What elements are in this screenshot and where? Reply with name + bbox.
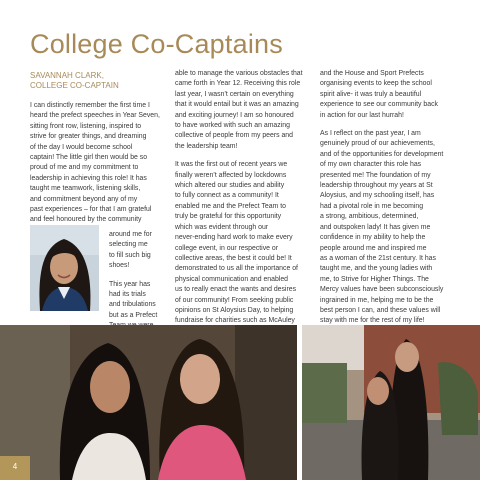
text-line: that it would entail but it was an amazing xyxy=(175,101,299,109)
text-line: Aloysius, and my schooling itself, has xyxy=(320,192,435,200)
text-line: shoes! xyxy=(109,262,130,270)
text-line: people around me and inspired me xyxy=(320,244,427,252)
text-line: as a woman of the 21st century. It has xyxy=(320,254,436,262)
text-line: had a pivotal role in me becoming xyxy=(320,202,424,210)
text-line: strive for greater things, and dreaming xyxy=(30,133,147,141)
text-line: best person I can, and these values will xyxy=(320,306,441,314)
text-line: and the House and Sport Prefects xyxy=(320,70,424,77)
text-line: college event, in our respective or xyxy=(175,244,279,252)
text-line: confidence in my ability to help the xyxy=(320,234,426,242)
text-line: demonstrated to us all the importance of xyxy=(175,265,298,273)
column-1 xyxy=(30,101,160,234)
text-line: able to manage the various obstacles that xyxy=(175,70,303,77)
text-line: enabled me and the Prefect Team to xyxy=(175,202,286,210)
portrait-image xyxy=(30,225,99,311)
text-line: collective areas, the best it could be! It xyxy=(175,254,292,262)
text-line: and outspoken lady! It has given me xyxy=(320,223,431,231)
text-line: which altered our studies and ability xyxy=(175,182,285,190)
text-line: taught me teamwork, listening skills, xyxy=(30,185,141,193)
text-line: It was the first out of recent years we xyxy=(175,161,288,169)
page-number: 4 xyxy=(12,462,18,471)
page-title: College Co-Captains xyxy=(30,29,283,59)
text-line: and of the opportunities for development xyxy=(320,150,444,158)
text-line: me, to Strive for Higher Things. The xyxy=(320,275,429,283)
text-line: truly be grateful for this opportunity xyxy=(175,213,282,221)
text-line: had its trials xyxy=(109,291,146,299)
author-byline xyxy=(30,71,119,91)
text-line: past experiences – for that I am grateful xyxy=(30,206,152,214)
text-line: I can distinctly remember the first time I xyxy=(30,102,150,109)
text-line: This year has xyxy=(109,280,151,288)
text-line: around me for xyxy=(109,231,152,238)
friends-photo xyxy=(302,325,480,480)
text-line: presented me! The foundation of my xyxy=(320,171,431,179)
text-line: captain! The little girl then would be so xyxy=(30,154,148,162)
text-line: genuinely proud of our achievements, xyxy=(320,140,435,148)
text-line: a strong, ambitious, determined, xyxy=(320,213,419,221)
paragraph xyxy=(109,230,157,272)
text-line: and feel honoured by the community xyxy=(30,216,142,224)
text-line: experience to see our community back xyxy=(320,101,438,109)
text-line: us to really enact the wants and desires xyxy=(175,286,297,294)
text-line: As I reflect on the past year, I am xyxy=(320,130,421,138)
text-line: the leadership team! xyxy=(175,142,238,150)
paragraph xyxy=(30,101,160,226)
text-line: finally weren’t affected by lockdowns xyxy=(175,171,287,179)
captains-photo-image xyxy=(0,325,297,480)
captains-photo xyxy=(0,325,297,480)
paragraph xyxy=(175,160,303,337)
text-line: of the day I would become school xyxy=(30,143,133,151)
portrait-photo xyxy=(30,225,99,311)
text-line: opinions on St Aloysius Day, to helping xyxy=(175,306,294,314)
text-line: Mercy values have been subconsciously xyxy=(320,286,444,294)
text-line: leadership in achieving this role! It has xyxy=(30,174,147,182)
text-line: to fill such big xyxy=(109,251,151,259)
text-line: which was evident through our xyxy=(175,223,269,231)
text-line: and commitment beyond any of my xyxy=(30,195,138,203)
text-line: ingrained in me, helping me to be the xyxy=(320,296,434,304)
text-line: selecting me xyxy=(109,241,148,249)
column-3 xyxy=(320,69,443,335)
text-line: organising events to keep the school xyxy=(320,80,432,88)
text-line: of our community! From seeking public xyxy=(175,296,294,304)
text-line: of my own character this role has xyxy=(320,161,422,169)
text-line: in action for our last hurrah! xyxy=(320,111,404,119)
text-line: came forth in Year 12. Receiving this role xyxy=(175,80,301,88)
text-line: and tribulations xyxy=(109,301,156,309)
text-line: physical communication and enabled xyxy=(175,275,288,283)
text-line: spirit alive- it was truly a beautiful xyxy=(320,90,422,98)
paragraph xyxy=(109,280,157,332)
text-line: heard the prefect speeches in Year Seven, xyxy=(30,112,160,120)
text-line: collective of people from my peers and xyxy=(175,132,293,140)
column-1-wrap xyxy=(109,230,157,340)
author-name: SAVANNAH CLARK, xyxy=(30,71,104,80)
text-line: never-ending hard work to make every xyxy=(175,234,293,242)
text-line: but as a Prefect xyxy=(109,311,158,319)
text-line: to have worked with such an amazing xyxy=(175,122,290,130)
paragraph xyxy=(175,69,303,152)
text-line: proud of me and my commitment to xyxy=(30,164,139,172)
paragraph xyxy=(320,69,443,121)
author-role: COLLEGE CO-CAPTAIN xyxy=(30,81,119,90)
text-line: stay with me for the rest of my life! xyxy=(320,317,425,325)
text-line: last year, I wasn’t certain on everything xyxy=(175,90,294,98)
column-2 xyxy=(175,69,303,345)
text-line: sitting front row, listening, inspired to xyxy=(30,122,142,130)
text-line: and exciting journey! I am so honoured xyxy=(175,111,294,119)
paragraph xyxy=(320,129,443,327)
friends-photo-image xyxy=(302,325,480,480)
text-line: taught me, and the young ladies with xyxy=(320,265,433,273)
text-line: to fully connect as a community! It xyxy=(175,192,279,200)
text-line: fundraise for charities such as McAuley xyxy=(175,317,295,325)
text-line: leadership throughout my years at St xyxy=(320,182,433,190)
